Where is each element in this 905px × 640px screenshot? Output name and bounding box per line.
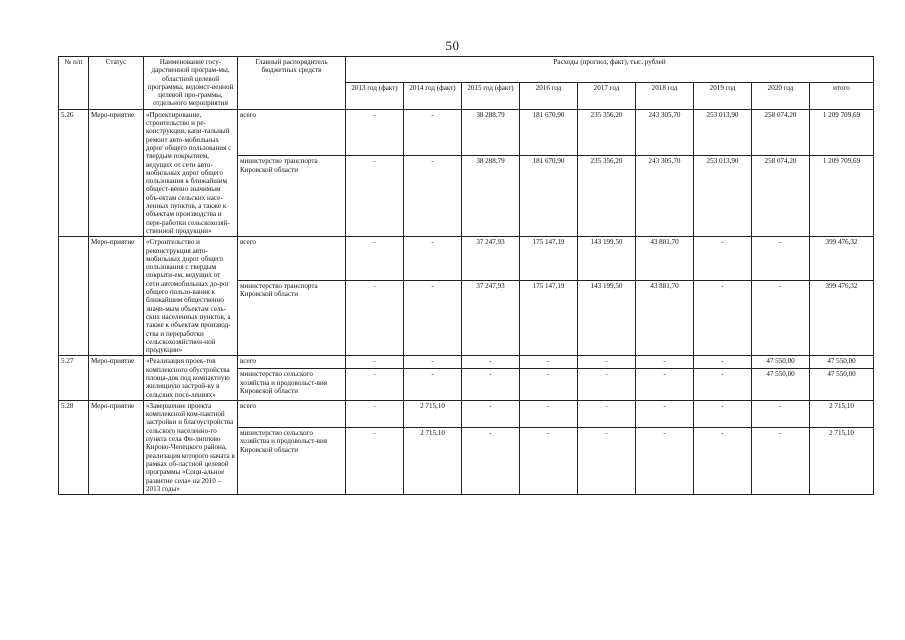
col-header-name: Наименование госу-дарственной програм-мы, областной целевой программы, ведомст-венной целевой про-граммы, отдельного мероприятия	[144, 57, 238, 110]
row-value: 175 147,19	[520, 237, 578, 281]
row-value: 175 147,19	[520, 280, 578, 356]
row-value: 258 074,20	[752, 109, 810, 156]
row-total: 1 209 709,69	[810, 109, 874, 156]
row-value: 258 074,20	[752, 156, 810, 237]
row-name: «Проектирование, строительство и ре-конструкция, капи-тальный ремонт авто-мобильных дорог общего пользования с твердым покрытием, ведущих от сети авто-мобильных дорог общего пользования к ближайшим общест-венно значимым объ-ектам сельских насе-ленных пунктов, а также к объектам производства и пере-работки сельскохозяй-ственной продукции»	[144, 109, 238, 236]
row-status: Меро-приятие	[89, 356, 144, 400]
row-value: -	[636, 356, 694, 369]
row-value: 47 550,00	[752, 369, 810, 401]
row-manager: всего	[238, 109, 346, 156]
col-header-manager: Главный распорядитель бюджетных средств	[238, 57, 346, 110]
row-value: -	[462, 428, 520, 495]
row-manager: всего	[238, 356, 346, 369]
row-value: 47 550,00	[752, 356, 810, 369]
row-value: -	[752, 280, 810, 356]
row-manager: министерство сельского хозяйства и продовольст-вия Кировской области	[238, 428, 346, 495]
row-value: -	[346, 156, 404, 237]
row-value: 235 356,20	[578, 109, 636, 156]
row-value: 235 356,20	[578, 156, 636, 237]
row-manager: министерство транспорта Кировской области	[238, 280, 346, 356]
row-value: -	[346, 428, 404, 495]
row-value: 243 305,70	[636, 156, 694, 237]
row-value: 181 670,90	[520, 109, 578, 156]
row-value: 38 288,79	[462, 109, 520, 156]
row-value: -	[752, 428, 810, 495]
row-value: -	[462, 356, 520, 369]
row-value: -	[694, 237, 752, 281]
row-value: -	[636, 369, 694, 401]
col-header-year: 2019 год	[694, 83, 752, 109]
row-value: 143 199,50	[578, 237, 636, 281]
row-value: 253 013,90	[694, 109, 752, 156]
col-header-year: 2018 год	[636, 83, 694, 109]
row-total: 47 550,00	[810, 356, 874, 369]
row-value: -	[346, 280, 404, 356]
row-value: -	[694, 400, 752, 427]
col-header-year: 2015 год (факт)	[462, 83, 520, 109]
row-total: 2 715,10	[810, 428, 874, 495]
row-value: 143 199,50	[578, 280, 636, 356]
row-value: -	[346, 400, 404, 427]
row-total: 2 715,10	[810, 400, 874, 427]
row-value: 37 247,93	[462, 237, 520, 281]
row-value: -	[462, 400, 520, 427]
row-value: -	[520, 369, 578, 401]
row-value: -	[636, 428, 694, 495]
row-value: -	[636, 400, 694, 427]
table-body	[59, 109, 874, 494]
page-number: 50	[445, 38, 460, 53]
col-header-year: 2013 год (факт)	[346, 83, 404, 109]
row-manager: всего	[238, 237, 346, 281]
row-value: -	[346, 109, 404, 156]
row-manager: министерство транспорта Кировской области	[238, 156, 346, 237]
row-total: 1 209 709,69	[810, 156, 874, 237]
row-name: «Завершение проекта комплексной ком-пактной застройки и благоустройства сельского населенно-го пункта села Фи-липпово Кирово-Чепецкого района, реализация которого начата в рамках об-ластной целевой программы «Соци-альное развитие села» на 2010 – 2013 годы»	[144, 400, 238, 494]
row-value: -	[462, 369, 520, 401]
row-value: -	[404, 156, 462, 237]
row-value: 2 715,10	[404, 400, 462, 427]
row-total: 399 476,32	[810, 237, 874, 281]
row-status: Меро-приятие	[89, 400, 144, 494]
row-value: -	[752, 237, 810, 281]
row-value: -	[404, 280, 462, 356]
row-number: 5.26	[59, 109, 89, 236]
row-value: -	[520, 356, 578, 369]
row-status: Меро-приятие	[89, 109, 144, 236]
row-value: 2 715,10	[404, 428, 462, 495]
row-value: -	[694, 356, 752, 369]
row-value: -	[578, 356, 636, 369]
row-value: -	[520, 400, 578, 427]
row-number: 5.27	[59, 356, 89, 400]
table-header	[59, 57, 874, 110]
row-manager: всего	[238, 400, 346, 427]
row-value: 253 013,90	[694, 156, 752, 237]
col-header-status: Статус	[89, 57, 144, 110]
row-total: 399 476,32	[810, 280, 874, 356]
row-value: -	[578, 428, 636, 495]
row-value: -	[520, 428, 578, 495]
table-row	[59, 109, 874, 156]
col-header-year: 2020 год	[752, 83, 810, 109]
row-manager: министерство сельского хозяйства и продовольст-вия Кировской области	[238, 369, 346, 401]
row-number	[59, 237, 89, 356]
row-value: -	[346, 237, 404, 281]
row-value: -	[346, 369, 404, 401]
row-value: -	[404, 369, 462, 401]
row-value: 43 881,70	[636, 237, 694, 281]
row-value: 37 247,93	[462, 280, 520, 356]
col-header-num: № п/п	[59, 57, 89, 110]
row-value: -	[694, 280, 752, 356]
table-row	[59, 237, 874, 281]
row-value: 43 881,70	[636, 280, 694, 356]
row-total: 47 550,00	[810, 369, 874, 401]
col-header-expenses: Расходы (прогноз, факт), тыс. рублей	[346, 57, 874, 83]
row-number: 5.28	[59, 400, 89, 494]
row-value: -	[404, 356, 462, 369]
table-row	[59, 400, 874, 427]
col-header-year: 2017 год	[578, 83, 636, 109]
table-row	[59, 356, 874, 369]
col-header-year: 2016 год	[520, 83, 578, 109]
row-value: -	[578, 369, 636, 401]
row-value: -	[578, 400, 636, 427]
row-value: -	[404, 109, 462, 156]
row-value: -	[752, 400, 810, 427]
row-value: 38 288,79	[462, 156, 520, 237]
budget-table	[58, 56, 874, 495]
row-value: -	[694, 428, 752, 495]
row-value: -	[404, 237, 462, 281]
row-value: -	[346, 356, 404, 369]
row-value: 181 670,90	[520, 156, 578, 237]
col-header-year: 2014 год (факт)	[404, 83, 462, 109]
row-name: «Реализация проек-тов комплексного обустройства площа-док под компактную жилищную застрой-ку в сельских посе-лениях»	[144, 356, 238, 400]
row-status: Меро-приятие	[89, 237, 144, 356]
row-name: «Строительство и реконструкция авто-мобильных дорог общего пользования с твердым покрыти-ем, ведущих от сети автомобильных до-рог общего пользо-вания к ближайшим общественно значи-мым объектам сель-ских населенных пунктов, а также к объектам производ-ства и переработки сельскохозяйствен-ной продукции»	[144, 237, 238, 356]
col-header-total: итого	[810, 83, 874, 109]
row-value: -	[694, 369, 752, 401]
row-value: 243 305,70	[636, 109, 694, 156]
